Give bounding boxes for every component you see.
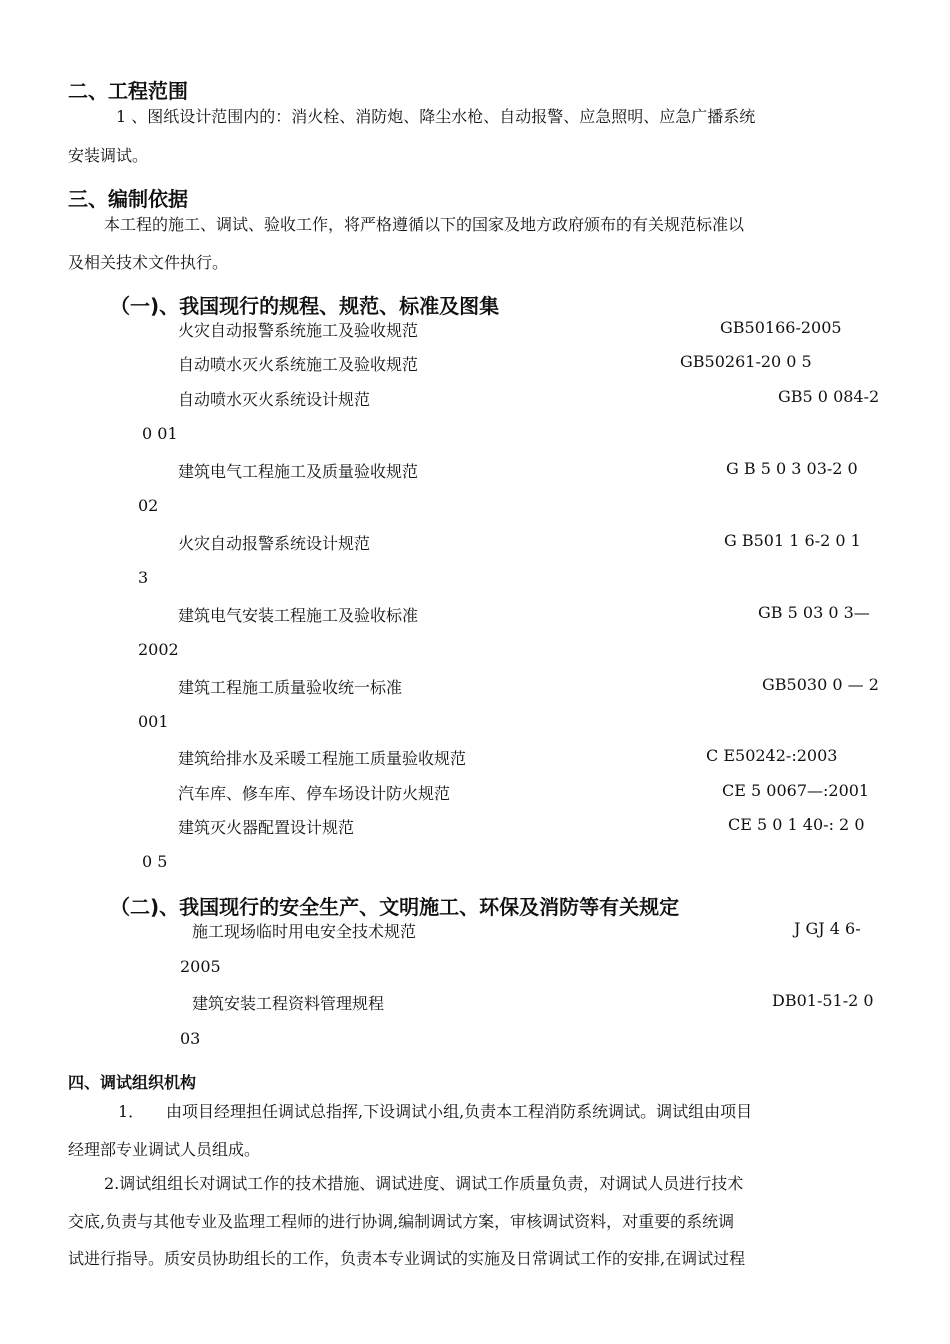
regulation-code: DB01-51-2 0 [772, 991, 874, 1010]
section-4-item-2-line-2: 交底,负责与其他专业及监理工程师的进行协调,编制调试方案，审核调试资料，对重要的系统调 [68, 1212, 735, 1231]
standard-name: 建筑电气工程施工及质量验收规范 [178, 462, 419, 481]
section-3-heading: 三、编制依据 [68, 187, 188, 211]
regulation-name: 建筑安装工程资料管理规程 [192, 994, 385, 1013]
section-4-heading: 四、调试组织机构 [68, 1073, 197, 1092]
standard-code: C E50242-:2003 [706, 746, 838, 765]
section-4-item-1-line-2: 经理部专业调试人员组成。 [68, 1140, 261, 1159]
section-3-paragraph-line-1: 本工程的施工、调试、验收工作，将严格遵循以下的国家及地方政府颁布的有关规范标准以 [104, 215, 745, 234]
standard-code-continuation: 2002 [138, 640, 179, 659]
section-4-item-2-line-3: 试进行指导。质安员协助组长的工作，负责本专业调试的实施及日常调试工作的安排,在调试过程 [68, 1249, 746, 1268]
standard-name: 火灾自动报警系统施工及验收规范 [178, 321, 419, 340]
standard-name: 建筑给排水及采暖工程施工质量验收规范 [178, 749, 467, 768]
section-2-heading: 二、工程范围 [68, 79, 188, 103]
regulation-name: 施工现场临时用电安全技术规范 [192, 922, 417, 941]
standard-code: GB5 0 084-2 [778, 387, 880, 406]
standard-code-continuation: 0 5 [142, 852, 168, 871]
section-4-item-1-number: 1． [118, 1102, 145, 1121]
subsection-1-heading: （一)、我国现行的规程、规范、标准及图集 [110, 294, 500, 318]
standard-code: G B 5 0 3 03-2 0 [726, 459, 858, 478]
section-2-paragraph-line-2: 安装调试。 [68, 146, 149, 165]
standard-name: 建筑工程施工质量验收统一标准 [178, 678, 403, 697]
standard-code: GB5030 0 — 2 [762, 675, 879, 694]
standard-code-continuation: 001 [138, 712, 169, 731]
standard-code: GB50261-20 0 5 [680, 352, 812, 371]
section-3-paragraph-line-2: 及相关技术文件执行。 [68, 253, 229, 272]
standard-name: 自动喷水灭火系统施工及验收规范 [178, 355, 419, 374]
regulation-code: J GJ 4 6- [794, 919, 861, 938]
regulation-code-continuation: 2005 [180, 957, 221, 976]
section-2-paragraph-line-1: 1 、图纸设计范围内的：消火栓、消防炮、降尘水枪、自动报警、应急照明、应急广播系统 [116, 107, 756, 126]
standard-code: GB50166-2005 [720, 318, 842, 337]
standard-name: 汽车库、修车库、停车场设计防火规范 [178, 784, 451, 803]
standard-name: 建筑电气安装工程施工及验收标准 [178, 606, 419, 625]
standard-code-continuation: 3 [138, 568, 149, 587]
standard-code-continuation: 0 01 [142, 424, 178, 443]
standard-code: G B501 1 6-2 0 1 [724, 531, 861, 550]
standard-code: CE 5 0067—:2001 [722, 781, 870, 800]
section-4-item-2-line-1: 2.调试组组长对调试工作的技术措施、调试进度、调试工作质量负责，对调试人员进行技术 [104, 1174, 744, 1193]
standard-code: CE 5 0 1 40-: 2 0 [728, 815, 865, 834]
standard-code-continuation: 02 [138, 496, 159, 515]
regulation-code-continuation: 03 [180, 1029, 201, 1048]
subsection-2-heading: （二)、我国现行的安全生产、文明施工、环保及消防等有关规定 [110, 895, 680, 919]
standard-code: GB 5 03 0 3— [758, 603, 870, 622]
section-4-item-1-line-1: 由项目经理担任调试总指挥,下设调试小组,负责本工程消防系统调试。调试组由项目 [166, 1102, 753, 1121]
standard-name: 火灾自动报警系统设计规范 [178, 534, 371, 553]
standard-name: 自动喷水灭火系统设计规范 [178, 390, 371, 409]
standard-name: 建筑灭火器配置设计规范 [178, 818, 355, 837]
